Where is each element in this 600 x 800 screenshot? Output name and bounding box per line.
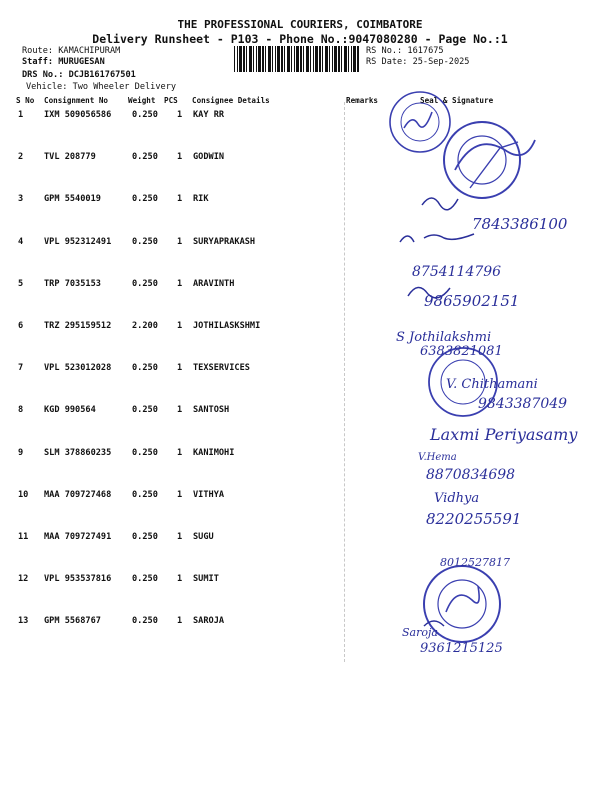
barcode-bar [281, 46, 283, 72]
barcode-bar [322, 46, 323, 72]
row-12-sno: 12 [18, 574, 29, 585]
barcode-bar [303, 46, 304, 72]
drs-number: DRS No.: DCJB161767501 [22, 70, 136, 80]
company-title: THE PROFESSIONAL COURIERS, COIMBATORE [177, 18, 423, 31]
barcode-bar [329, 46, 330, 72]
barcode-bar [256, 46, 257, 72]
barcode-bar [249, 46, 252, 72]
barcode-bar [277, 46, 280, 72]
row-1-consignee: KAY RR [193, 110, 225, 120]
phone-7: 9843387049 [478, 396, 568, 412]
row-11-weight: 0.250 [132, 532, 158, 542]
row-7-consignment: VPL 523012028 [44, 363, 112, 374]
phone-10: 8220255591 [426, 510, 522, 528]
barcode-bar [315, 46, 318, 72]
remarks-divider [344, 102, 345, 662]
row-8-pcs: 1 [177, 405, 183, 416]
phone-2: 8754114796 [412, 264, 502, 280]
vehicle-label: Vehicle: Two Wheeler Delivery [26, 82, 177, 92]
barcode-bar [319, 46, 321, 72]
row-2-sno: 2 [18, 152, 24, 163]
phone-9: 8870834698 [426, 467, 516, 483]
row-1-consignment: IXM 509056586 [44, 110, 112, 120]
name-13: Saroja [402, 626, 438, 639]
phone-3: 9865902151 [424, 292, 520, 310]
barcode-bar [237, 46, 238, 72]
hospital-stamp-icon [444, 122, 535, 198]
row-12-pcs: 1 [177, 574, 183, 585]
barcode-bar [291, 46, 292, 72]
row-13-weight: 0.250 [132, 616, 158, 627]
phone-1: 7843386100 [472, 215, 568, 233]
barcode-bar [246, 46, 247, 72]
row-6-consignee: JOTHILASKSHMI [193, 321, 261, 331]
barcode-bar [357, 46, 359, 72]
row-2-weight: 0.250 [132, 152, 158, 163]
col-pcs: PCS [164, 96, 178, 105]
row-5-weight: 0.250 [132, 278, 158, 289]
row-6-weight: 2.200 [132, 321, 158, 331]
barcode-bar [325, 46, 328, 72]
row-5-sno: 5 [18, 278, 24, 289]
row-10-consignment: MAA 709727468 [44, 489, 112, 500]
name-6: S Jothilakshmi [396, 330, 492, 345]
row-10-pcs: 1 [177, 489, 183, 500]
phone-11: 8012527817 [440, 556, 510, 569]
barcode-bar [313, 46, 314, 72]
row-12-consignment: VPL 953537816 [44, 574, 112, 585]
row-5-consignee: ARAVINTH [193, 278, 235, 289]
rs-number: RS No.: 1617675 [366, 46, 444, 56]
barcode-bar [306, 46, 309, 72]
row-3-weight: 0.250 [132, 194, 158, 205]
barcode-bar [353, 46, 356, 72]
barcode-bar [265, 46, 266, 72]
row-8-sno: 8 [18, 405, 24, 416]
name-9: V.Hema [418, 452, 457, 463]
barcode-bar [296, 46, 299, 72]
phone-6: 6383821081 [420, 344, 503, 359]
col-sno: S No [16, 96, 35, 105]
row-6-sno: 6 [18, 321, 24, 331]
row-4-consignment: VPL 952312491 [44, 236, 112, 247]
row-11-sno: 11 [18, 532, 29, 542]
col-remarks: Remarks [346, 96, 379, 105]
col-weight: Weight [128, 96, 156, 105]
rs-date: RS Date: 25-Sep-2025 [366, 57, 470, 67]
row-3-consignment: GPM 5540019 [44, 194, 101, 205]
col-consignment: Consignment No [44, 96, 109, 105]
row-3-consignee: RIK [193, 194, 209, 205]
row-6-pcs: 1 [177, 321, 183, 331]
row-3-sno: 3 [18, 194, 24, 205]
barcode-bar [258, 46, 261, 72]
col-seal-signature: Seal & Signature [420, 96, 494, 105]
barcode-bar [287, 46, 290, 72]
row-9-weight: 0.250 [132, 447, 158, 458]
row-1-sno: 1 [18, 110, 24, 120]
barcode-bar [338, 46, 340, 72]
row-5-consignment: TRP 7035153 [44, 278, 101, 289]
row-11-consignee: SUGU [193, 532, 214, 542]
barcode-bar [262, 46, 264, 72]
row-7-sno: 7 [18, 363, 24, 374]
row-2-pcs: 1 [177, 152, 183, 163]
row-9-pcs: 1 [177, 447, 183, 458]
row-9-consignee: KANIMOHI [193, 447, 235, 458]
row-1-weight: 0.250 [132, 110, 158, 120]
row-13-consignee: SAROJA [193, 616, 225, 627]
row-11-consignment: MAA 709727491 [44, 532, 112, 542]
row-10-sno: 10 [18, 489, 29, 500]
barcode-bar [234, 46, 235, 72]
name-10: Vidhya [434, 491, 480, 506]
row-10-weight: 0.250 [132, 489, 158, 500]
row-4-pcs: 1 [177, 236, 183, 247]
row-9-consignment: SLM 378860235 [44, 447, 112, 458]
row-11-pcs: 1 [177, 532, 183, 542]
row-10-consignee: VITHYA [193, 489, 225, 500]
row-2-consignee: GODWIN [193, 152, 225, 163]
row-6-consignment: TRZ 295159512 [44, 321, 112, 331]
barcode-bar [310, 46, 311, 72]
barcode-bar [332, 46, 333, 72]
service-stamp-icon [429, 348, 497, 416]
phone-13: 9361215125 [420, 641, 503, 656]
col-consignee: Consignee Details [192, 96, 270, 105]
barcode-bar [284, 46, 285, 72]
row-4-sno: 4 [18, 236, 24, 247]
barcode-bar [253, 46, 254, 72]
barcode-bar [268, 46, 271, 72]
barcode-bar [348, 46, 349, 72]
row-13-sno: 13 [18, 616, 29, 627]
row-4-consignee: SURYAPRAKASH [193, 236, 256, 247]
row-13-pcs: 1 [177, 616, 183, 627]
route-label: Route: KAMACHIPURAM [22, 46, 121, 56]
barcode-bar [243, 46, 245, 72]
row-8-weight: 0.250 [132, 405, 158, 416]
barcode-bar [275, 46, 276, 72]
staff-label: Staff: MURUGESAN [22, 57, 105, 67]
signature-strokes [400, 198, 474, 626]
row-4-weight: 0.250 [132, 236, 158, 247]
row-12-consignee: SUMIT [193, 574, 219, 585]
runsheet-title: Delivery Runsheet - P103 - Phone No.:9047080280 - Page No.:1 [92, 32, 508, 46]
barcode-bar [344, 46, 347, 72]
row-7-consignee: TEXSERVICES [193, 363, 250, 374]
row-8-consignee: SANTOSH [193, 405, 230, 416]
name-8: Laxmi Periyasamy [430, 425, 578, 444]
barcode-bar [351, 46, 352, 72]
barcode-bar [341, 46, 342, 72]
barcode-bar [334, 46, 337, 72]
barcode-bar [300, 46, 302, 72]
row-3-pcs: 1 [177, 194, 183, 205]
name-7: V. Chithamani [446, 377, 538, 392]
row-7-weight: 0.250 [132, 363, 158, 374]
row-5-pcs: 1 [177, 278, 183, 289]
row-8-consignment: KGD 990564 [44, 405, 96, 416]
barcode-bar [294, 46, 295, 72]
row-12-weight: 0.250 [132, 574, 158, 585]
company-stamp-icon [424, 566, 500, 642]
barcode-bar [239, 46, 242, 72]
row-2-consignment: TVL 208779 [44, 152, 96, 163]
row-9-sno: 9 [18, 447, 24, 458]
row-13-consignment: GPM 5568767 [44, 616, 101, 627]
row-1-pcs: 1 [177, 110, 183, 120]
barcode-bar [272, 46, 273, 72]
row-7-pcs: 1 [177, 363, 183, 374]
barcode [232, 46, 362, 72]
